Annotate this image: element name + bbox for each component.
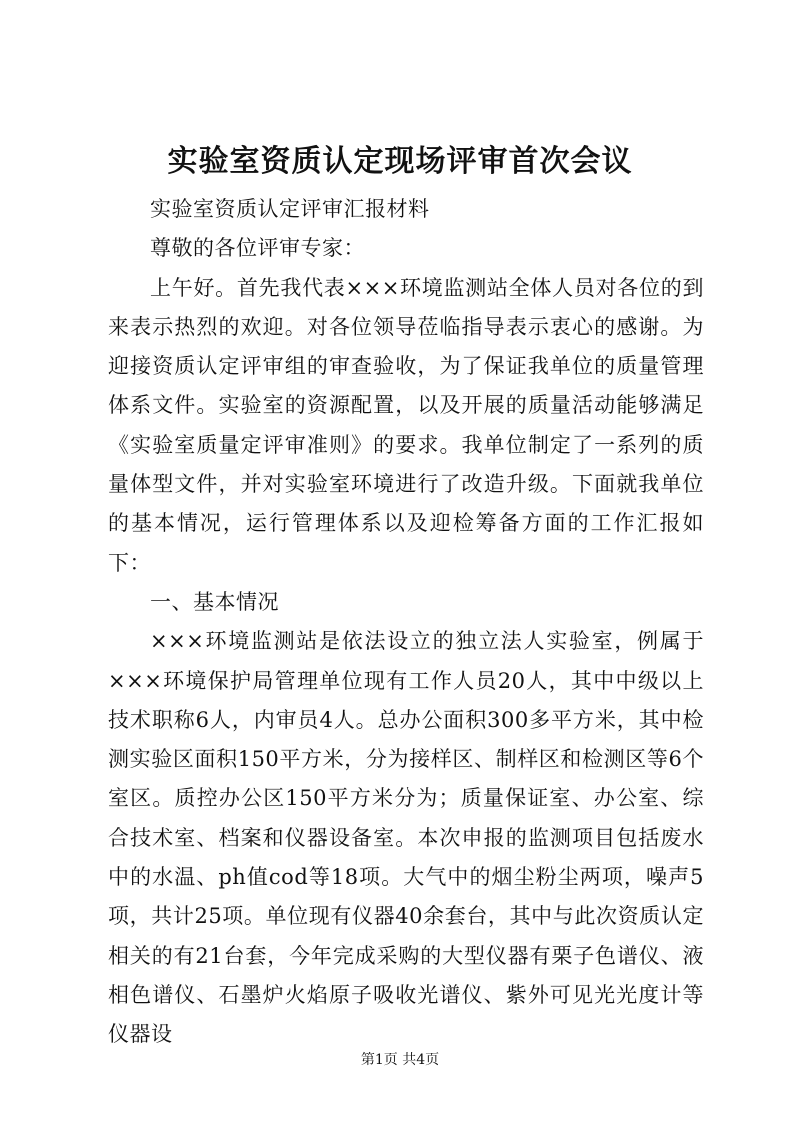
subtitle-paragraph: 实验室资质认定评审汇报材料 [150, 197, 430, 221]
page-title: 实验室资质认定现场评审首次会议 [167, 144, 633, 179]
salutation-paragraph: 尊敬的各位评审专家： [150, 236, 365, 261]
page-number-footer: 第1页 共4页 [360, 1052, 440, 1068]
basic-info-paragraph: ×××环境监测站是依法设立的独立法人实验室，例属于×××环境保护局管理单位现有工作人员20人，其中中级以上技术职称6人，内审员4人。总办公面积300多平方米，其中检测实验区面积150平方米，分为接样区、制样区和检测区等6个室区。质控办公区150平方米分为；质量保证室、办公室、综合技术室、档案和仪器设备室。本次申报的监测项目包括废水中的水温、ph值cod等18项。大气中的烟尘粉尘两项，噪声5项，共计25项。单位现有仪器40余套台，其中与此次资质认定相关的有21台套，今年完成采购的大型仪器有栗子色谱仪、液相色谱仪、石墨炉火焰原子吸收光谱仪、紫外可见光光度计等仪器设 [108, 629, 704, 1047]
section-heading: 一、基本情况 [150, 589, 279, 614]
intro-paragraph: 上午好。首先我代表×××环境监测站全体人员对各位的到来表示热烈的欢迎。对各位领导莅临指导表示衷心的感谢。为迎接资质认定评审组的审查验收，为了保证我单位的质量管理体系文件。实验室的资源配置，以及开展的质量活动能够满足《实验室质量定评审准则》的要求。我单位制定了一系列的质量体型文件，并对实验室环境进行了改造升级。下面就我单位的基本情况，运行管理体系以及迎检筹备方面的工作汇报如下： [108, 275, 704, 575]
document-body [108, 190, 704, 1055]
